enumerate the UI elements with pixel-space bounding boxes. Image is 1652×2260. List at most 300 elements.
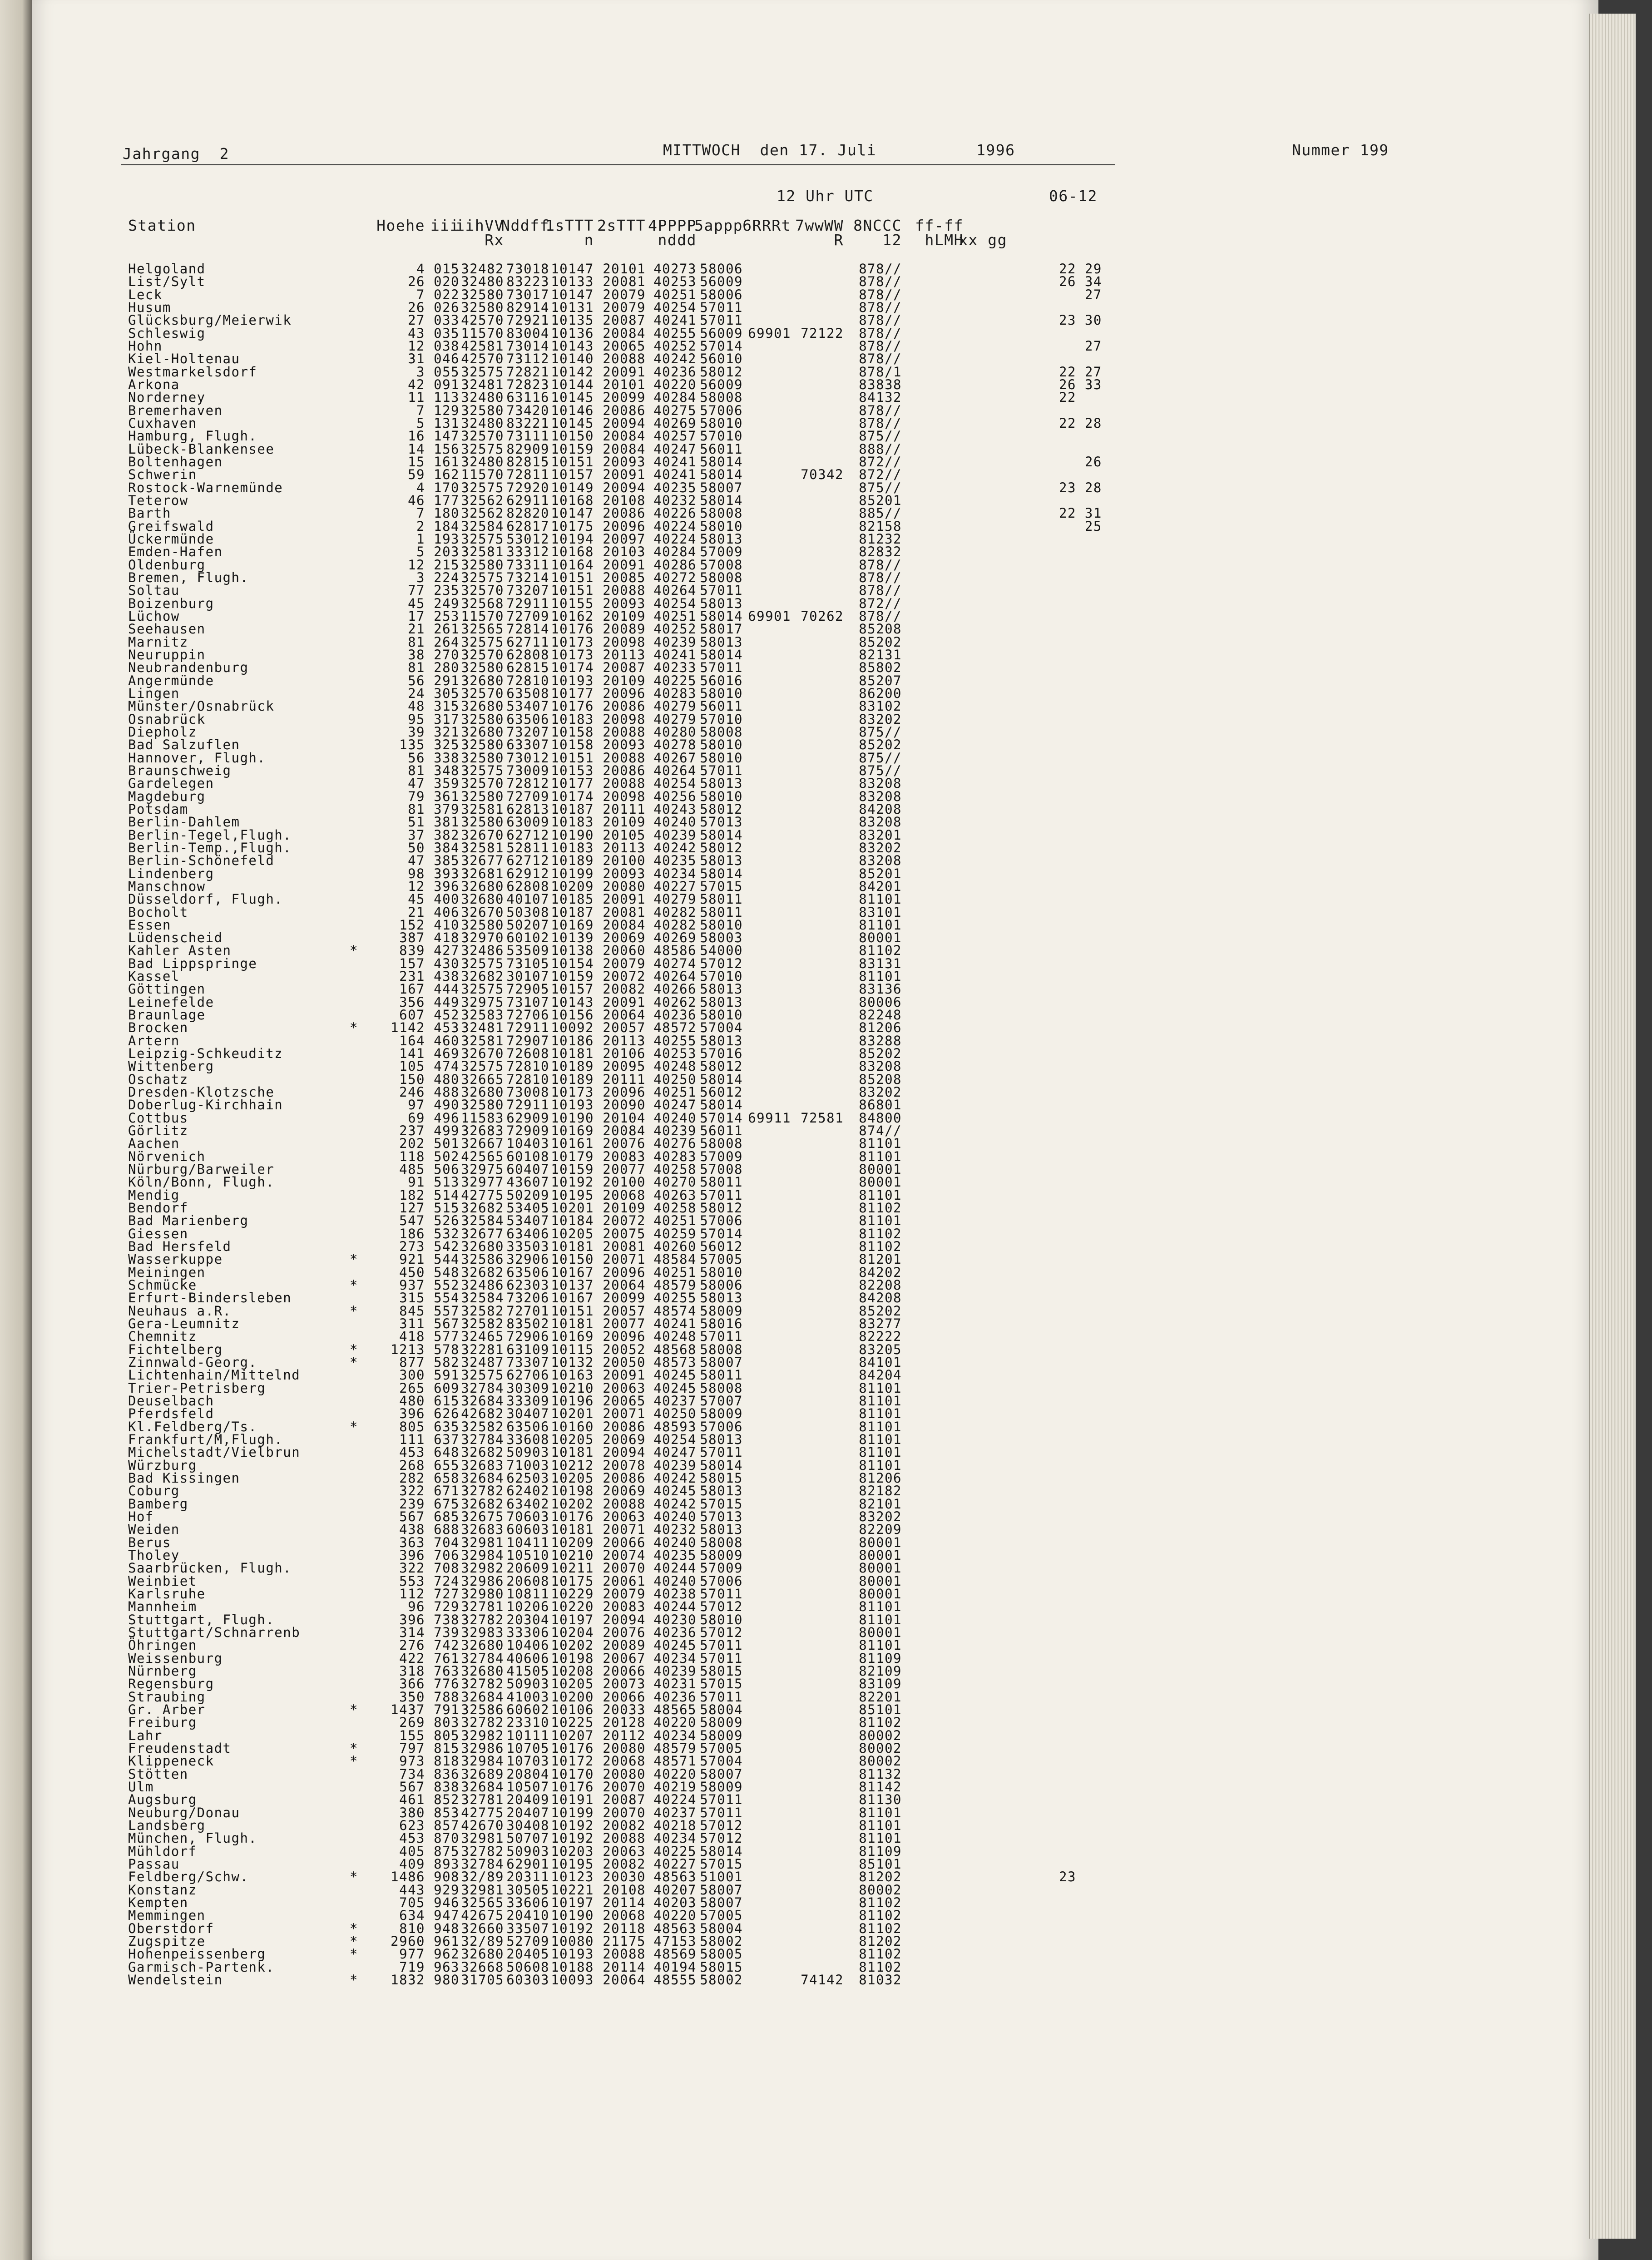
cell: 10173 — [551, 1084, 594, 1100]
cell: 10174 — [551, 788, 594, 804]
cell: 20070 — [603, 1779, 646, 1795]
cell: 45 — [408, 891, 425, 907]
cell: 32984 — [461, 1548, 504, 1563]
cell: 32981 — [461, 1830, 504, 1846]
cell: 57004 — [700, 1020, 743, 1036]
cell: 32480 — [461, 390, 504, 406]
cell: 10156 — [551, 1007, 594, 1023]
table-row — [32, 610, 1598, 623]
cell: 58003 — [700, 930, 743, 946]
cell: 839 — [399, 943, 425, 959]
cell: 40240 — [653, 1534, 697, 1550]
cell: 58013 — [700, 981, 743, 997]
cell: 10197 — [551, 1894, 594, 1910]
table-row — [32, 1536, 1598, 1549]
cell: 58014 — [700, 492, 743, 508]
station-name: Arkona — [128, 376, 180, 392]
table-row — [32, 636, 1598, 649]
cell: 83208 — [859, 814, 902, 830]
cell: 10220 — [551, 1599, 594, 1615]
cell: 11570 — [461, 608, 504, 624]
cell: 62808 — [506, 878, 549, 894]
cell: 82101 — [859, 1496, 902, 1512]
cell: 82914 — [506, 299, 549, 315]
cell: 57009 — [700, 1148, 743, 1164]
cell: 845 — [399, 1303, 425, 1319]
cell: 20098 — [603, 634, 646, 650]
station-name: Lübeck-Blankensee — [128, 441, 275, 457]
cell: 10201 — [551, 1200, 594, 1216]
table-row — [32, 1858, 1598, 1871]
cell: 20108 — [603, 1882, 646, 1898]
cell: 10093 — [551, 1972, 594, 1988]
cell: 32582 — [461, 1316, 504, 1332]
cell: 81032 — [859, 1972, 902, 1988]
cell: 10167 — [551, 1264, 594, 1280]
date-label: MITTWOCH den 17. Juli — [663, 141, 877, 159]
table-row — [32, 752, 1598, 765]
cell: 727 — [434, 1586, 460, 1602]
cell: 40242 — [653, 840, 697, 856]
cell: 215 — [434, 557, 460, 573]
cell: 20065 — [603, 1393, 646, 1409]
cell: 33507 — [506, 1920, 549, 1936]
station-name: Lindenberg — [128, 865, 214, 881]
cell: 20082 — [603, 1856, 646, 1872]
cell: 51001 — [700, 1869, 743, 1885]
station-name: Ückermünde — [128, 531, 214, 547]
station-name: Giessen — [128, 1226, 188, 1241]
cell: 32584 — [461, 1290, 504, 1306]
cell: 57011 — [700, 1792, 743, 1808]
cell: 20096 — [603, 685, 646, 701]
table-row — [32, 1124, 1598, 1137]
cell: 20068 — [603, 1753, 646, 1769]
cell: 10510 — [506, 1548, 549, 1563]
cell: 42581 — [461, 338, 504, 354]
cell: 58010 — [700, 917, 743, 933]
cell: 58014 — [700, 454, 743, 470]
table-row — [32, 1253, 1598, 1266]
column-subheader: xx gg — [959, 231, 1007, 249]
cell: 32575 — [461, 634, 504, 650]
cell: 86200 — [859, 685, 902, 701]
cell: 033 — [434, 312, 460, 328]
cell: 635 — [434, 1419, 460, 1434]
cell: 878// — [859, 351, 902, 367]
cell: 58010 — [700, 1612, 743, 1627]
cell: 20064 — [603, 1277, 646, 1293]
cell: 84800 — [859, 1110, 902, 1126]
table-row — [32, 391, 1598, 404]
cell: 10176 — [551, 1779, 594, 1795]
cell: 10143 — [551, 338, 594, 354]
cell: 127 — [399, 1200, 425, 1216]
cell: 20081 — [603, 1239, 646, 1255]
station-name: Bad Kissingen — [128, 1470, 240, 1486]
table-row — [32, 816, 1598, 829]
cell: 40284 — [653, 390, 697, 406]
cell: 40227 — [653, 1856, 697, 1872]
cell: 20075 — [603, 1226, 646, 1241]
cell: 32670 — [461, 827, 504, 843]
cell: 10147 — [551, 287, 594, 302]
cell: 23 — [1059, 1869, 1076, 1885]
cell: 27 — [408, 312, 425, 328]
cell: 32680 — [461, 1084, 504, 1100]
cell: 62817 — [506, 518, 549, 534]
cell: 738 — [434, 1612, 460, 1627]
cell: 634 — [399, 1908, 425, 1924]
table-row — [32, 1626, 1598, 1639]
cell: 85201 — [859, 865, 902, 881]
station-name: Kiel-Holtenau — [128, 351, 240, 367]
station-name: Soltau — [128, 583, 180, 598]
column-header: Hoehe — [376, 217, 425, 234]
cell: 113 — [434, 390, 460, 406]
cell: 10154 — [551, 955, 594, 971]
cell: 80006 — [859, 994, 902, 1010]
cell: 50308 — [506, 904, 549, 920]
cell: 430 — [434, 955, 460, 971]
cell: 32562 — [461, 492, 504, 508]
cell: 157 — [399, 955, 425, 971]
table-row — [32, 1639, 1598, 1652]
cell: 40247 — [653, 1097, 697, 1113]
cell: 77 — [408, 583, 425, 598]
cell: 10176 — [551, 1509, 594, 1524]
cell: 20069 — [603, 1483, 646, 1499]
mountain-station-marker: * — [350, 1020, 358, 1036]
cell: 40254 — [653, 299, 697, 315]
cell: 53407 — [506, 1213, 549, 1229]
cell: 12 — [408, 557, 425, 573]
cell: 40224 — [653, 531, 697, 547]
table-row — [32, 417, 1598, 430]
cell: 32565 — [461, 621, 504, 637]
cell: 58010 — [700, 1007, 743, 1023]
cell: 761 — [434, 1650, 460, 1666]
cell: 81101 — [859, 1136, 902, 1152]
cell: 20109 — [603, 673, 646, 688]
cell: 20076 — [603, 1136, 646, 1152]
cell: 81102 — [859, 1920, 902, 1936]
cell: 69901 — [748, 608, 791, 624]
cell: 418 — [434, 930, 460, 946]
cell: 57016 — [700, 1046, 743, 1062]
cell: 32680 — [461, 1663, 504, 1679]
cell: 57011 — [700, 1650, 743, 1666]
cell: 81101 — [859, 1213, 902, 1229]
cell: 513 — [434, 1174, 460, 1190]
cell: 469 — [434, 1046, 460, 1062]
cell: 26 — [408, 299, 425, 315]
cell: 980 — [434, 1972, 460, 1988]
cell: 40242 — [653, 1470, 697, 1486]
cell: 81101 — [859, 1419, 902, 1434]
cell: 203 — [434, 544, 460, 560]
cell: 40241 — [653, 647, 697, 663]
cell: 10147 — [551, 261, 594, 277]
cell: 40235 — [653, 480, 697, 495]
cell: 237 — [399, 1123, 425, 1139]
cell: 40224 — [653, 518, 697, 534]
cell: 40247 — [653, 1444, 697, 1460]
document-page — [32, 0, 1598, 2260]
cell: 43607 — [506, 1174, 549, 1190]
station-name: Lahr — [128, 1727, 163, 1743]
table-row — [32, 404, 1598, 417]
cell: 58012 — [700, 1058, 743, 1074]
cell: 58008 — [700, 1136, 743, 1152]
table-row — [32, 584, 1598, 597]
cell: 875// — [859, 480, 902, 495]
station-name: Meiningen — [128, 1264, 206, 1280]
cell: 58008 — [700, 569, 743, 585]
table-row — [32, 1806, 1598, 1820]
station-name: Leinefelde — [128, 994, 214, 1010]
table-row — [32, 1665, 1598, 1678]
cell: 973 — [399, 1753, 425, 1769]
station-name: Artern — [128, 1033, 180, 1048]
station-name: Bendorf — [128, 1200, 188, 1216]
cell: 57011 — [700, 583, 743, 598]
cell: 40218 — [653, 1817, 697, 1833]
cell: 40242 — [653, 351, 697, 367]
cell: 10111 — [506, 1727, 549, 1743]
station-name: Bremen, Flugh. — [128, 569, 249, 585]
cell: 20057 — [603, 1020, 646, 1036]
cell: 224 — [434, 569, 460, 585]
cell: 20063 — [603, 1509, 646, 1524]
station-name: Lichtenhain/Mittelnd — [128, 1367, 301, 1383]
cell: 40241 — [653, 312, 697, 328]
cell: 40242 — [653, 1496, 697, 1512]
cell: 58013 — [700, 634, 743, 650]
cell: 97 — [408, 1097, 425, 1113]
cell: 20083 — [603, 1599, 646, 1615]
cell: 20091 — [603, 891, 646, 907]
cell: 11 — [408, 390, 425, 406]
cell: 10189 — [551, 1071, 594, 1087]
cell: 82909 — [506, 441, 549, 457]
cell: 83277 — [859, 1316, 902, 1332]
cell: 10172 — [551, 1753, 594, 1769]
station-name: Stötten — [128, 1766, 188, 1782]
cell: 42682 — [461, 1406, 504, 1422]
cell: 57013 — [700, 814, 743, 830]
cell: 10149 — [551, 480, 594, 495]
cell: 62815 — [506, 660, 549, 676]
cell: 81101 — [859, 1817, 902, 1833]
cell: 23 30 — [1059, 312, 1102, 328]
cell: 83205 — [859, 1341, 902, 1357]
cell: 10201 — [551, 1406, 594, 1422]
cell: 81206 — [859, 1020, 902, 1036]
cell: 193 — [434, 531, 460, 547]
cell: 38 — [408, 647, 425, 663]
cell: 45 — [408, 595, 425, 611]
cell: 32784 — [461, 1650, 504, 1666]
cell: 382 — [434, 827, 460, 843]
cell: 58008 — [700, 390, 743, 406]
table-row — [32, 700, 1598, 713]
cell: 648 — [434, 1444, 460, 1460]
cell: 387 — [399, 930, 425, 946]
table-row — [32, 803, 1598, 816]
cell: 878// — [859, 608, 902, 624]
table-row — [32, 944, 1598, 957]
station-name: Cottbus — [128, 1110, 188, 1126]
table-row — [32, 1305, 1598, 1318]
cell: 32677 — [461, 853, 504, 869]
cell: 20088 — [603, 351, 646, 367]
cell: 396 — [399, 1612, 425, 1627]
cell: 69 — [408, 1110, 425, 1126]
cell: 888// — [859, 441, 902, 457]
cell: 40235 — [653, 1548, 697, 1563]
cell: 73307 — [506, 1355, 549, 1370]
cell: 32982 — [461, 1560, 504, 1576]
cell: 40247 — [653, 441, 697, 457]
cell: 72821 — [506, 364, 549, 380]
cell: 40269 — [653, 930, 697, 946]
table-row — [32, 1755, 1598, 1768]
cell: 685 — [434, 1509, 460, 1524]
cell: 11570 — [461, 325, 504, 341]
table-row — [32, 340, 1598, 353]
station-name: Boltenhagen — [128, 454, 223, 470]
cell: 73009 — [506, 762, 549, 778]
cell: 58015 — [700, 1959, 743, 1975]
table-row — [32, 1870, 1598, 1884]
cell: 231 — [399, 969, 425, 984]
table-row — [32, 996, 1598, 1009]
cell: 567 — [434, 1316, 460, 1332]
station-name: Regensburg — [128, 1676, 214, 1692]
cell: 82832 — [859, 544, 902, 560]
cell: 10188 — [551, 1959, 594, 1975]
cell: 32575 — [461, 441, 504, 457]
cell: 72906 — [506, 1329, 549, 1345]
cell: 15 — [408, 454, 425, 470]
table-row — [32, 378, 1598, 391]
cell: 384 — [434, 840, 460, 856]
table-row — [32, 1587, 1598, 1601]
cell: 58002 — [700, 1972, 743, 1988]
cell: 32675 — [461, 1509, 504, 1524]
station-name: Berlin-Tegel,Flugh. — [128, 827, 292, 843]
cell: 23 28 — [1059, 480, 1102, 495]
cell: 810 — [399, 1920, 425, 1936]
cell: 10411 — [506, 1534, 549, 1550]
cell: 98 — [408, 865, 425, 881]
cell: 32680 — [461, 878, 504, 894]
cell: 85202 — [859, 1303, 902, 1319]
cell: 58015 — [700, 1470, 743, 1486]
cell: 32570 — [461, 685, 504, 701]
cell: 704 — [434, 1534, 460, 1550]
cell: 20081 — [603, 274, 646, 290]
cell: 58005 — [700, 1946, 743, 1962]
cell: 96 — [408, 1599, 425, 1615]
cell: 393 — [434, 865, 460, 881]
cell: 20112 — [603, 1727, 646, 1743]
cell: 50 — [408, 840, 425, 856]
station-name: Bad Lippspringe — [128, 955, 257, 971]
station-name: Feldberg/Schw. — [128, 1869, 249, 1885]
cell: 72581 — [801, 1110, 844, 1126]
cell: 20082 — [603, 981, 646, 997]
cell: 58009 — [700, 1715, 743, 1731]
station-name: Westmarkelsdorf — [128, 364, 257, 380]
table-row — [32, 1176, 1598, 1189]
cell: 80001 — [859, 1548, 902, 1563]
cell: 83004 — [506, 325, 549, 341]
cell: 265 — [399, 1380, 425, 1396]
cell: 878// — [859, 557, 902, 573]
cell: 73107 — [506, 994, 549, 1010]
cell: 57008 — [700, 557, 743, 573]
cell: 501 — [434, 1136, 460, 1152]
cell: 20080 — [603, 1766, 646, 1782]
station-name: Kempten — [128, 1894, 188, 1910]
table-row — [32, 1189, 1598, 1202]
cell: 39 — [408, 724, 425, 740]
station-name: Leipzig-Schkeuditz — [128, 1046, 283, 1062]
cell: 85202 — [859, 1046, 902, 1062]
table-row — [32, 1832, 1598, 1845]
cell: 557 — [434, 1303, 460, 1319]
cell: 81101 — [859, 1148, 902, 1164]
cell: 729 — [434, 1599, 460, 1615]
cell: 235 — [434, 583, 460, 598]
cell: 56012 — [700, 1084, 743, 1100]
cell: 318 — [399, 1663, 425, 1679]
cell: 72921 — [506, 312, 549, 328]
cell: 24 — [408, 685, 425, 701]
cell: 878// — [859, 402, 902, 418]
cell: 315 — [434, 698, 460, 714]
table-row — [32, 777, 1598, 790]
table-row — [32, 790, 1598, 803]
cell: 53012 — [506, 531, 549, 547]
station-name: Pferdsfeld — [128, 1406, 214, 1422]
table-row — [32, 288, 1598, 302]
cell: 57005 — [700, 1908, 743, 1924]
station-name: Lingen — [128, 685, 180, 701]
station-name: Mannheim — [128, 1599, 197, 1615]
cell: 480 — [434, 1071, 460, 1087]
cell: 58013 — [700, 1432, 743, 1448]
cell: 32562 — [461, 505, 504, 521]
table-row — [32, 352, 1598, 366]
cell: 32486 — [461, 943, 504, 959]
mountain-station-marker: * — [350, 1251, 358, 1267]
cell: 73012 — [506, 750, 549, 766]
table-row — [32, 919, 1598, 932]
table-row — [32, 854, 1598, 867]
cell: 57012 — [700, 1624, 743, 1640]
station-name: Berus — [128, 1534, 171, 1550]
cell: 10159 — [551, 1162, 594, 1177]
cell: 488 — [434, 1084, 460, 1100]
cell: 40283 — [653, 685, 697, 701]
cell: 305 — [434, 685, 460, 701]
table-row — [32, 1729, 1598, 1742]
cell: 350 — [399, 1689, 425, 1705]
cell: 32584 — [461, 518, 504, 534]
